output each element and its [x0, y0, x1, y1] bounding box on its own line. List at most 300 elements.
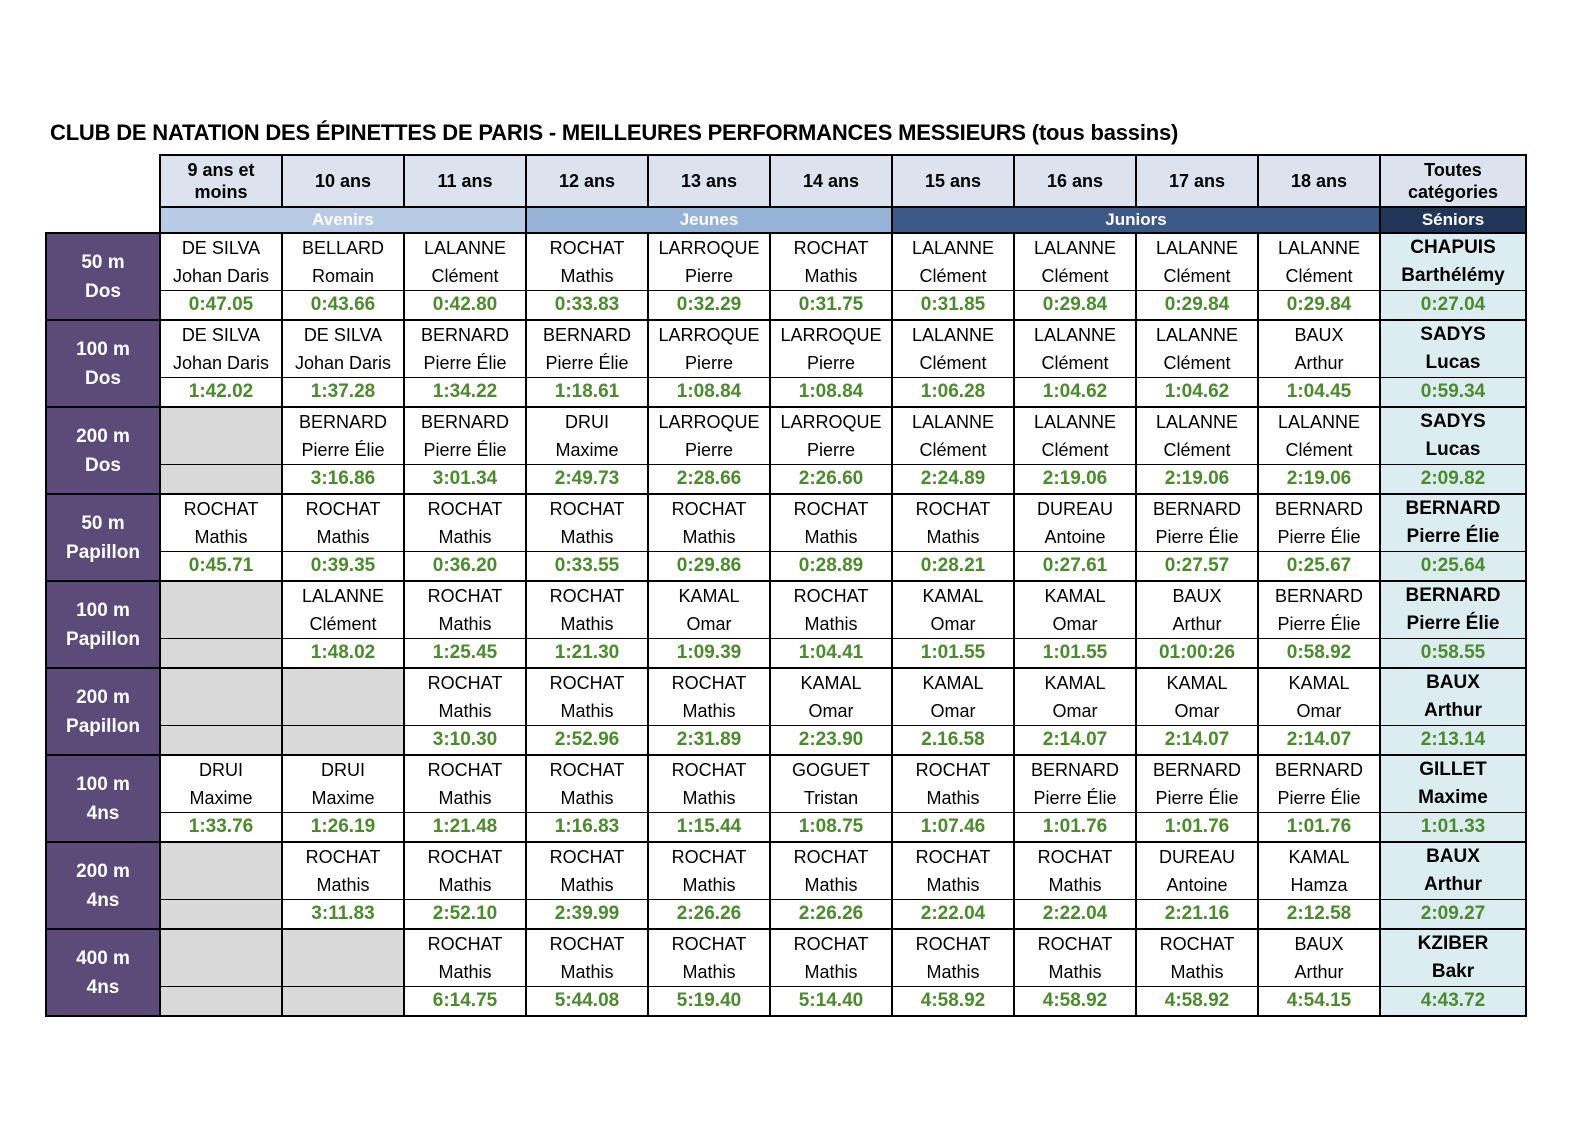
swimmer-surname: ROCHAT	[1136, 929, 1258, 958]
swimmer-firstname: Antoine	[1136, 871, 1258, 900]
swimmer-firstname: Mathis	[770, 871, 892, 900]
age-header-row	[46, 155, 1526, 207]
swimmer-firstname: Barthélémy	[1380, 262, 1526, 291]
age-column-header: Toutes catégories	[1380, 155, 1526, 207]
swimmer-firstname: Omar	[1014, 697, 1136, 726]
event-stroke: 4ns	[86, 889, 120, 911]
swimmer-surname: ROCHAT	[526, 929, 648, 958]
swimmer-surname: ROCHAT	[770, 233, 892, 262]
record-time: 4:58.92	[1014, 987, 1136, 1017]
records-table	[45, 154, 1527, 1017]
swimmer-surname: ROCHAT	[892, 929, 1014, 958]
age-column-header: 18 ans	[1258, 155, 1380, 207]
record-row-time	[46, 726, 1526, 756]
event-distance: 50 m	[81, 512, 125, 534]
record-time: 0:28.89	[770, 552, 892, 582]
corner-cell	[46, 207, 160, 233]
record-time: 2:23.90	[770, 726, 892, 756]
swimmer-firstname: Maxime	[526, 436, 648, 465]
swimmer-firstname: Omar	[648, 610, 770, 639]
record-time: 0:25.67	[1258, 552, 1380, 582]
swimmer-surname: ROCHAT	[526, 668, 648, 697]
record-row-firstname	[46, 523, 1526, 552]
event-stroke: Dos	[85, 454, 121, 476]
event-distance: 50 m	[81, 251, 125, 273]
swimmer-firstname: Omar	[892, 610, 1014, 639]
swimmer-firstname: Clément	[1014, 436, 1136, 465]
age-column-header: 11 ans	[404, 155, 526, 207]
swimmer-surname: KAMAL	[1258, 668, 1380, 697]
swimmer-firstname: Mathis	[404, 958, 526, 987]
swimmer-firstname: Pierre Élie	[1258, 784, 1380, 813]
swimmer-firstname: Romain	[282, 262, 404, 291]
event-label	[46, 320, 160, 407]
record-time: 2:26.60	[770, 465, 892, 495]
record-time: 01:00:26	[1136, 639, 1258, 669]
swimmer-surname: ROCHAT	[526, 581, 648, 610]
swimmer-surname: LALANNE	[1136, 320, 1258, 349]
swimmer-firstname: Mathis	[526, 610, 648, 639]
record-time: 0:27.57	[1136, 552, 1258, 582]
swimmer-surname: DUREAU	[1136, 842, 1258, 871]
record-time: 2:14.07	[1014, 726, 1136, 756]
swimmer-surname: ROCHAT	[892, 842, 1014, 871]
swimmer-firstname: Clément	[1258, 436, 1380, 465]
record-time: 6:14.75	[404, 987, 526, 1017]
record-row-time	[46, 639, 1526, 669]
swimmer-firstname: Mathis	[648, 697, 770, 726]
swimmer-surname: ROCHAT	[770, 842, 892, 871]
event-distance: 400 m	[76, 947, 130, 969]
event-stroke: 4ns	[86, 802, 120, 824]
record-row-time	[46, 813, 1526, 843]
swimmer-firstname: Clément	[892, 436, 1014, 465]
record-row-surname	[46, 407, 1526, 436]
swimmer-firstname: Mathis	[892, 871, 1014, 900]
swimmer-surname: BERNARD	[1380, 494, 1526, 523]
swimmer-firstname: Mathis	[282, 871, 404, 900]
record-row-surname	[46, 755, 1526, 784]
swimmer-surname: BERNARD	[1258, 494, 1380, 523]
record-time: 0:36.20	[404, 552, 526, 582]
swimmer-firstname: Clément	[1258, 262, 1380, 291]
corner-cell	[46, 155, 160, 207]
swimmer-surname: ROCHAT	[404, 929, 526, 958]
swimmer-firstname: Mathis	[526, 871, 648, 900]
swimmer-firstname: Pierre Élie	[1258, 610, 1380, 639]
record-time: 3:16.86	[282, 465, 404, 495]
event-label	[46, 668, 160, 755]
swimmer-firstname: Mathis	[1014, 958, 1136, 987]
event-distance: 200 m	[76, 686, 130, 708]
swimmer-surname: KAMAL	[648, 581, 770, 610]
swimmer-firstname: Arthur	[1258, 349, 1380, 378]
empty-time-cell	[282, 987, 404, 1017]
record-time: 2:19.06	[1014, 465, 1136, 495]
event-label	[46, 755, 160, 842]
record-time: 0:27.04	[1380, 291, 1526, 321]
record-time: 0:29.84	[1258, 291, 1380, 321]
record-time: 1:26.19	[282, 813, 404, 843]
record-time: 4:54.15	[1258, 987, 1380, 1017]
record-time: 1:18.61	[526, 378, 648, 408]
swimmer-firstname: Pierre Élie	[404, 436, 526, 465]
swimmer-surname: BAUX	[1380, 842, 1526, 871]
swimmer-surname: DRUI	[526, 407, 648, 436]
record-row-time	[46, 900, 1526, 930]
record-time: 2:09.82	[1380, 465, 1526, 495]
category-group-header: Jeunes	[526, 207, 892, 233]
swimmer-surname: KAMAL	[1014, 668, 1136, 697]
event-stroke: Papillon	[66, 628, 140, 650]
swimmer-surname: LARROQUE	[770, 320, 892, 349]
swimmer-surname: ROCHAT	[404, 842, 526, 871]
swimmer-surname: BERNARD	[404, 320, 526, 349]
swimmer-surname: LALANNE	[892, 233, 1014, 262]
record-time: 1:09.39	[648, 639, 770, 669]
record-row-time	[46, 465, 1526, 495]
swimmer-firstname: Mathis	[770, 262, 892, 291]
record-time: 2:52.10	[404, 900, 526, 930]
swimmer-surname: ROCHAT	[770, 494, 892, 523]
swimmer-surname: BERNARD	[526, 320, 648, 349]
swimmer-firstname: Antoine	[1014, 523, 1136, 552]
record-time: 2:22.04	[1014, 900, 1136, 930]
record-time: 2:49.73	[526, 465, 648, 495]
empty-record-cell	[282, 668, 404, 726]
swimmer-surname: KAMAL	[770, 668, 892, 697]
record-row-time	[46, 291, 1526, 321]
record-time: 2:26.26	[648, 900, 770, 930]
swimmer-surname: DUREAU	[1014, 494, 1136, 523]
record-time: 1:21.48	[404, 813, 526, 843]
swimmer-firstname: Pierre	[648, 349, 770, 378]
record-time: 2.16.58	[892, 726, 1014, 756]
empty-record-cell	[160, 929, 282, 987]
record-time: 0:43.66	[282, 291, 404, 321]
swimmer-surname: ROCHAT	[648, 494, 770, 523]
swimmer-surname: LALANNE	[892, 407, 1014, 436]
record-row-time	[46, 552, 1526, 582]
swimmer-firstname: Mathis	[404, 784, 526, 813]
page-title: CLUB DE NATATION DES ÉPINETTES DE PARIS - MEILLEURES PERFORMANCES MESSIEURS (tous bassins)	[50, 120, 1179, 145]
swimmer-firstname: Mathis	[648, 871, 770, 900]
swimmer-firstname: Mathis	[526, 784, 648, 813]
swimmer-firstname: Pierre	[770, 436, 892, 465]
age-column-header: 15 ans	[892, 155, 1014, 207]
swimmer-firstname: Pierre Élie	[1380, 610, 1526, 639]
category-group-header: Avenirs	[160, 207, 526, 233]
record-time: 3:10.30	[404, 726, 526, 756]
swimmer-firstname: Pierre Élie	[1258, 523, 1380, 552]
swimmer-firstname: Mathis	[404, 523, 526, 552]
record-time: 2:19.06	[1258, 465, 1380, 495]
age-column-header: 12 ans	[526, 155, 648, 207]
empty-time-cell	[160, 726, 282, 756]
record-row-firstname	[46, 262, 1526, 291]
swimmer-firstname: Mathis	[526, 958, 648, 987]
swimmer-surname: LARROQUE	[648, 407, 770, 436]
swimmer-firstname: Johan Daris	[282, 349, 404, 378]
swimmer-firstname: Pierre	[770, 349, 892, 378]
event-label	[46, 842, 160, 929]
record-time: 0:29.84	[1136, 291, 1258, 321]
swimmer-surname: KAMAL	[1136, 668, 1258, 697]
swimmer-surname: ROCHAT	[770, 929, 892, 958]
record-time: 0:31.75	[770, 291, 892, 321]
record-row-surname	[46, 842, 1526, 871]
record-time: 2:31.89	[648, 726, 770, 756]
record-time: 0:33.55	[526, 552, 648, 582]
swimmer-firstname: Arthur	[1380, 871, 1526, 900]
record-time: 1:08.84	[648, 378, 770, 408]
record-time: 0:59.34	[1380, 378, 1526, 408]
swimmer-surname: LALANNE	[1136, 407, 1258, 436]
swimmer-firstname: Clément	[892, 349, 1014, 378]
swimmer-surname: KAMAL	[1014, 581, 1136, 610]
swimmer-firstname: Mathis	[892, 958, 1014, 987]
swimmer-surname: ROCHAT	[404, 755, 526, 784]
record-time: 0:29.84	[1014, 291, 1136, 321]
swimmer-firstname: Pierre Élie	[1136, 784, 1258, 813]
record-time: 1:48.02	[282, 639, 404, 669]
swimmer-firstname: Pierre Élie	[1136, 523, 1258, 552]
record-time: 1:01.55	[1014, 639, 1136, 669]
swimmer-surname: DE SILVA	[160, 320, 282, 349]
swimmer-firstname: Mathis	[892, 784, 1014, 813]
swimmer-firstname: Arthur	[1136, 610, 1258, 639]
record-time: 5:14.40	[770, 987, 892, 1017]
event-distance: 200 m	[76, 425, 130, 447]
record-time: 1:06.28	[892, 378, 1014, 408]
record-time: 1:25.45	[404, 639, 526, 669]
age-column-header: 9 ans et moins	[160, 155, 282, 207]
record-time: 1:07.46	[892, 813, 1014, 843]
record-time: 2:21.16	[1136, 900, 1258, 930]
swimmer-surname: DE SILVA	[160, 233, 282, 262]
event-stroke: Papillon	[66, 541, 140, 563]
event-distance: 100 m	[76, 773, 130, 795]
record-time: 2:52.96	[526, 726, 648, 756]
record-time: 1:01.76	[1014, 813, 1136, 843]
record-time: 0:27.61	[1014, 552, 1136, 582]
swimmer-firstname: Arthur	[1258, 958, 1380, 987]
swimmer-firstname: Maxime	[160, 784, 282, 813]
swimmer-surname: BAUX	[1258, 320, 1380, 349]
swimmer-firstname: Omar	[1136, 697, 1258, 726]
swimmer-surname: ROCHAT	[1014, 929, 1136, 958]
swimmer-firstname: Mathis	[282, 523, 404, 552]
swimmer-firstname: Johan Daris	[160, 349, 282, 378]
record-time: 0:58.55	[1380, 639, 1526, 669]
event-distance: 100 m	[76, 338, 130, 360]
swimmer-surname: BAUX	[1136, 581, 1258, 610]
record-row-surname	[46, 233, 1526, 262]
swimmer-surname: LARROQUE	[648, 233, 770, 262]
empty-record-cell	[282, 929, 404, 987]
record-time: 2:39.99	[526, 900, 648, 930]
swimmer-firstname: Mathis	[404, 871, 526, 900]
swimmer-surname: SADYS	[1380, 320, 1526, 349]
swimmer-surname: BERNARD	[1380, 581, 1526, 610]
record-time: 1:04.62	[1014, 378, 1136, 408]
record-time: 1:04.45	[1258, 378, 1380, 408]
swimmer-surname: ROCHAT	[648, 842, 770, 871]
swimmer-surname: BERNARD	[1258, 581, 1380, 610]
record-time: 1:33.76	[160, 813, 282, 843]
record-time: 0:39.35	[282, 552, 404, 582]
record-time: 1:04.41	[770, 639, 892, 669]
swimmer-firstname: Pierre Élie	[282, 436, 404, 465]
record-time: 1:42.02	[160, 378, 282, 408]
record-time: 1:34.22	[404, 378, 526, 408]
swimmer-firstname: Tristan	[770, 784, 892, 813]
event-distance: 200 m	[76, 860, 130, 882]
record-time: 5:44.08	[526, 987, 648, 1017]
swimmer-surname: ROCHAT	[404, 668, 526, 697]
age-column-header: 14 ans	[770, 155, 892, 207]
record-time: 3:01.34	[404, 465, 526, 495]
swimmer-surname: LARROQUE	[648, 320, 770, 349]
record-time: 1:01.55	[892, 639, 1014, 669]
swimmer-firstname: Hamza	[1258, 871, 1380, 900]
swimmer-surname: ROCHAT	[892, 494, 1014, 523]
event-label	[46, 407, 160, 494]
swimmer-firstname: Pierre Élie	[1014, 784, 1136, 813]
swimmer-surname: KAMAL	[892, 581, 1014, 610]
swimmer-surname: ROCHAT	[1014, 842, 1136, 871]
record-time: 4:58.92	[892, 987, 1014, 1017]
category-group-header: Séniors	[1380, 207, 1526, 233]
swimmer-firstname: Clément	[892, 262, 1014, 291]
age-column-header: 16 ans	[1014, 155, 1136, 207]
record-time: 0:58.92	[1258, 639, 1380, 669]
swimmer-firstname: Mathis	[648, 523, 770, 552]
swimmer-firstname: Mathis	[892, 523, 1014, 552]
record-time: 2:26.26	[770, 900, 892, 930]
record-time: 2:24.89	[892, 465, 1014, 495]
swimmer-firstname: Clément	[1136, 262, 1258, 291]
swimmer-surname: ROCHAT	[770, 581, 892, 610]
swimmer-surname: LALANNE	[1136, 233, 1258, 262]
swimmer-firstname: Omar	[892, 697, 1014, 726]
record-time: 2:28.66	[648, 465, 770, 495]
swimmer-surname: LALANNE	[282, 581, 404, 610]
swimmer-firstname: Clément	[282, 610, 404, 639]
empty-record-cell	[160, 842, 282, 900]
swimmer-surname: ROCHAT	[526, 755, 648, 784]
record-time: 0:47.05	[160, 291, 282, 321]
swimmer-firstname: Mathis	[526, 262, 648, 291]
record-time: 0:42.80	[404, 291, 526, 321]
swimmer-firstname: Clément	[1014, 349, 1136, 378]
age-column-header: 10 ans	[282, 155, 404, 207]
swimmer-surname: CHAPUIS	[1380, 233, 1526, 262]
swimmer-firstname: Clément	[1136, 349, 1258, 378]
record-row-surname	[46, 581, 1526, 610]
record-time: 2:19.06	[1136, 465, 1258, 495]
swimmer-surname: ROCHAT	[282, 494, 404, 523]
event-stroke: Dos	[85, 367, 121, 389]
swimmer-surname: ROCHAT	[648, 929, 770, 958]
record-time: 3:11.83	[282, 900, 404, 930]
swimmer-surname: LALANNE	[1258, 233, 1380, 262]
swimmer-firstname: Clément	[404, 262, 526, 291]
record-time: 1:15.44	[648, 813, 770, 843]
swimmer-surname: BERNARD	[1136, 494, 1258, 523]
swimmer-firstname: Lucas	[1380, 349, 1526, 378]
record-time: 4:58.92	[1136, 987, 1258, 1017]
swimmer-firstname: Mathis	[648, 958, 770, 987]
swimmer-surname: ROCHAT	[526, 233, 648, 262]
swimmer-surname: DRUI	[160, 755, 282, 784]
record-time: 5:19.40	[648, 987, 770, 1017]
event-stroke: Dos	[85, 280, 121, 302]
swimmer-surname: LALANNE	[892, 320, 1014, 349]
record-row-surname	[46, 929, 1526, 958]
swimmer-firstname: Mathis	[770, 610, 892, 639]
event-distance: 100 m	[76, 599, 130, 621]
swimmer-firstname: Pierre	[648, 436, 770, 465]
swimmer-surname: LARROQUE	[770, 407, 892, 436]
swimmer-surname: BERNARD	[1258, 755, 1380, 784]
swimmer-surname: LALANNE	[404, 233, 526, 262]
empty-record-cell	[160, 407, 282, 465]
empty-time-cell	[282, 726, 404, 756]
swimmer-surname: BAUX	[1380, 668, 1526, 697]
event-stroke: 4ns	[86, 976, 120, 998]
swimmer-surname: BERNARD	[404, 407, 526, 436]
swimmer-surname: BERNARD	[1136, 755, 1258, 784]
swimmer-surname: BERNARD	[282, 407, 404, 436]
swimmer-firstname: Mathis	[404, 697, 526, 726]
swimmer-firstname: Johan Daris	[160, 262, 282, 291]
swimmer-firstname: Mathis	[404, 610, 526, 639]
event-stroke: Papillon	[66, 715, 140, 737]
swimmer-firstname: Mathis	[1014, 871, 1136, 900]
record-time: 1:01.33	[1380, 813, 1526, 843]
swimmer-surname: KAMAL	[1258, 842, 1380, 871]
swimmer-surname: GOGUET	[770, 755, 892, 784]
swimmer-firstname: Lucas	[1380, 436, 1526, 465]
record-time: 0:31.85	[892, 291, 1014, 321]
record-time: 1:08.75	[770, 813, 892, 843]
record-time: 2:09.27	[1380, 900, 1526, 930]
event-label	[46, 233, 160, 320]
event-label	[46, 581, 160, 668]
swimmer-firstname: Mathis	[648, 784, 770, 813]
category-group-header: Juniors	[892, 207, 1380, 233]
record-time: 1:08.84	[770, 378, 892, 408]
swimmer-firstname: Bakr	[1380, 958, 1526, 987]
swimmer-firstname: Pierre Élie	[1380, 523, 1526, 552]
swimmer-surname: ROCHAT	[648, 755, 770, 784]
record-time: 1:01.76	[1258, 813, 1380, 843]
swimmer-firstname: Mathis	[526, 697, 648, 726]
empty-time-cell	[160, 900, 282, 930]
record-time: 0:28.21	[892, 552, 1014, 582]
record-time: 1:04.62	[1136, 378, 1258, 408]
category-group-row	[46, 207, 1526, 233]
swimmer-firstname: Clément	[1136, 436, 1258, 465]
swimmer-firstname: Mathis	[770, 958, 892, 987]
swimmer-firstname: Pierre	[648, 262, 770, 291]
record-time: 1:21.30	[526, 639, 648, 669]
swimmer-surname: ROCHAT	[526, 494, 648, 523]
record-row-surname	[46, 494, 1526, 523]
swimmer-firstname: Mathis	[526, 523, 648, 552]
record-row-surname	[46, 668, 1526, 697]
